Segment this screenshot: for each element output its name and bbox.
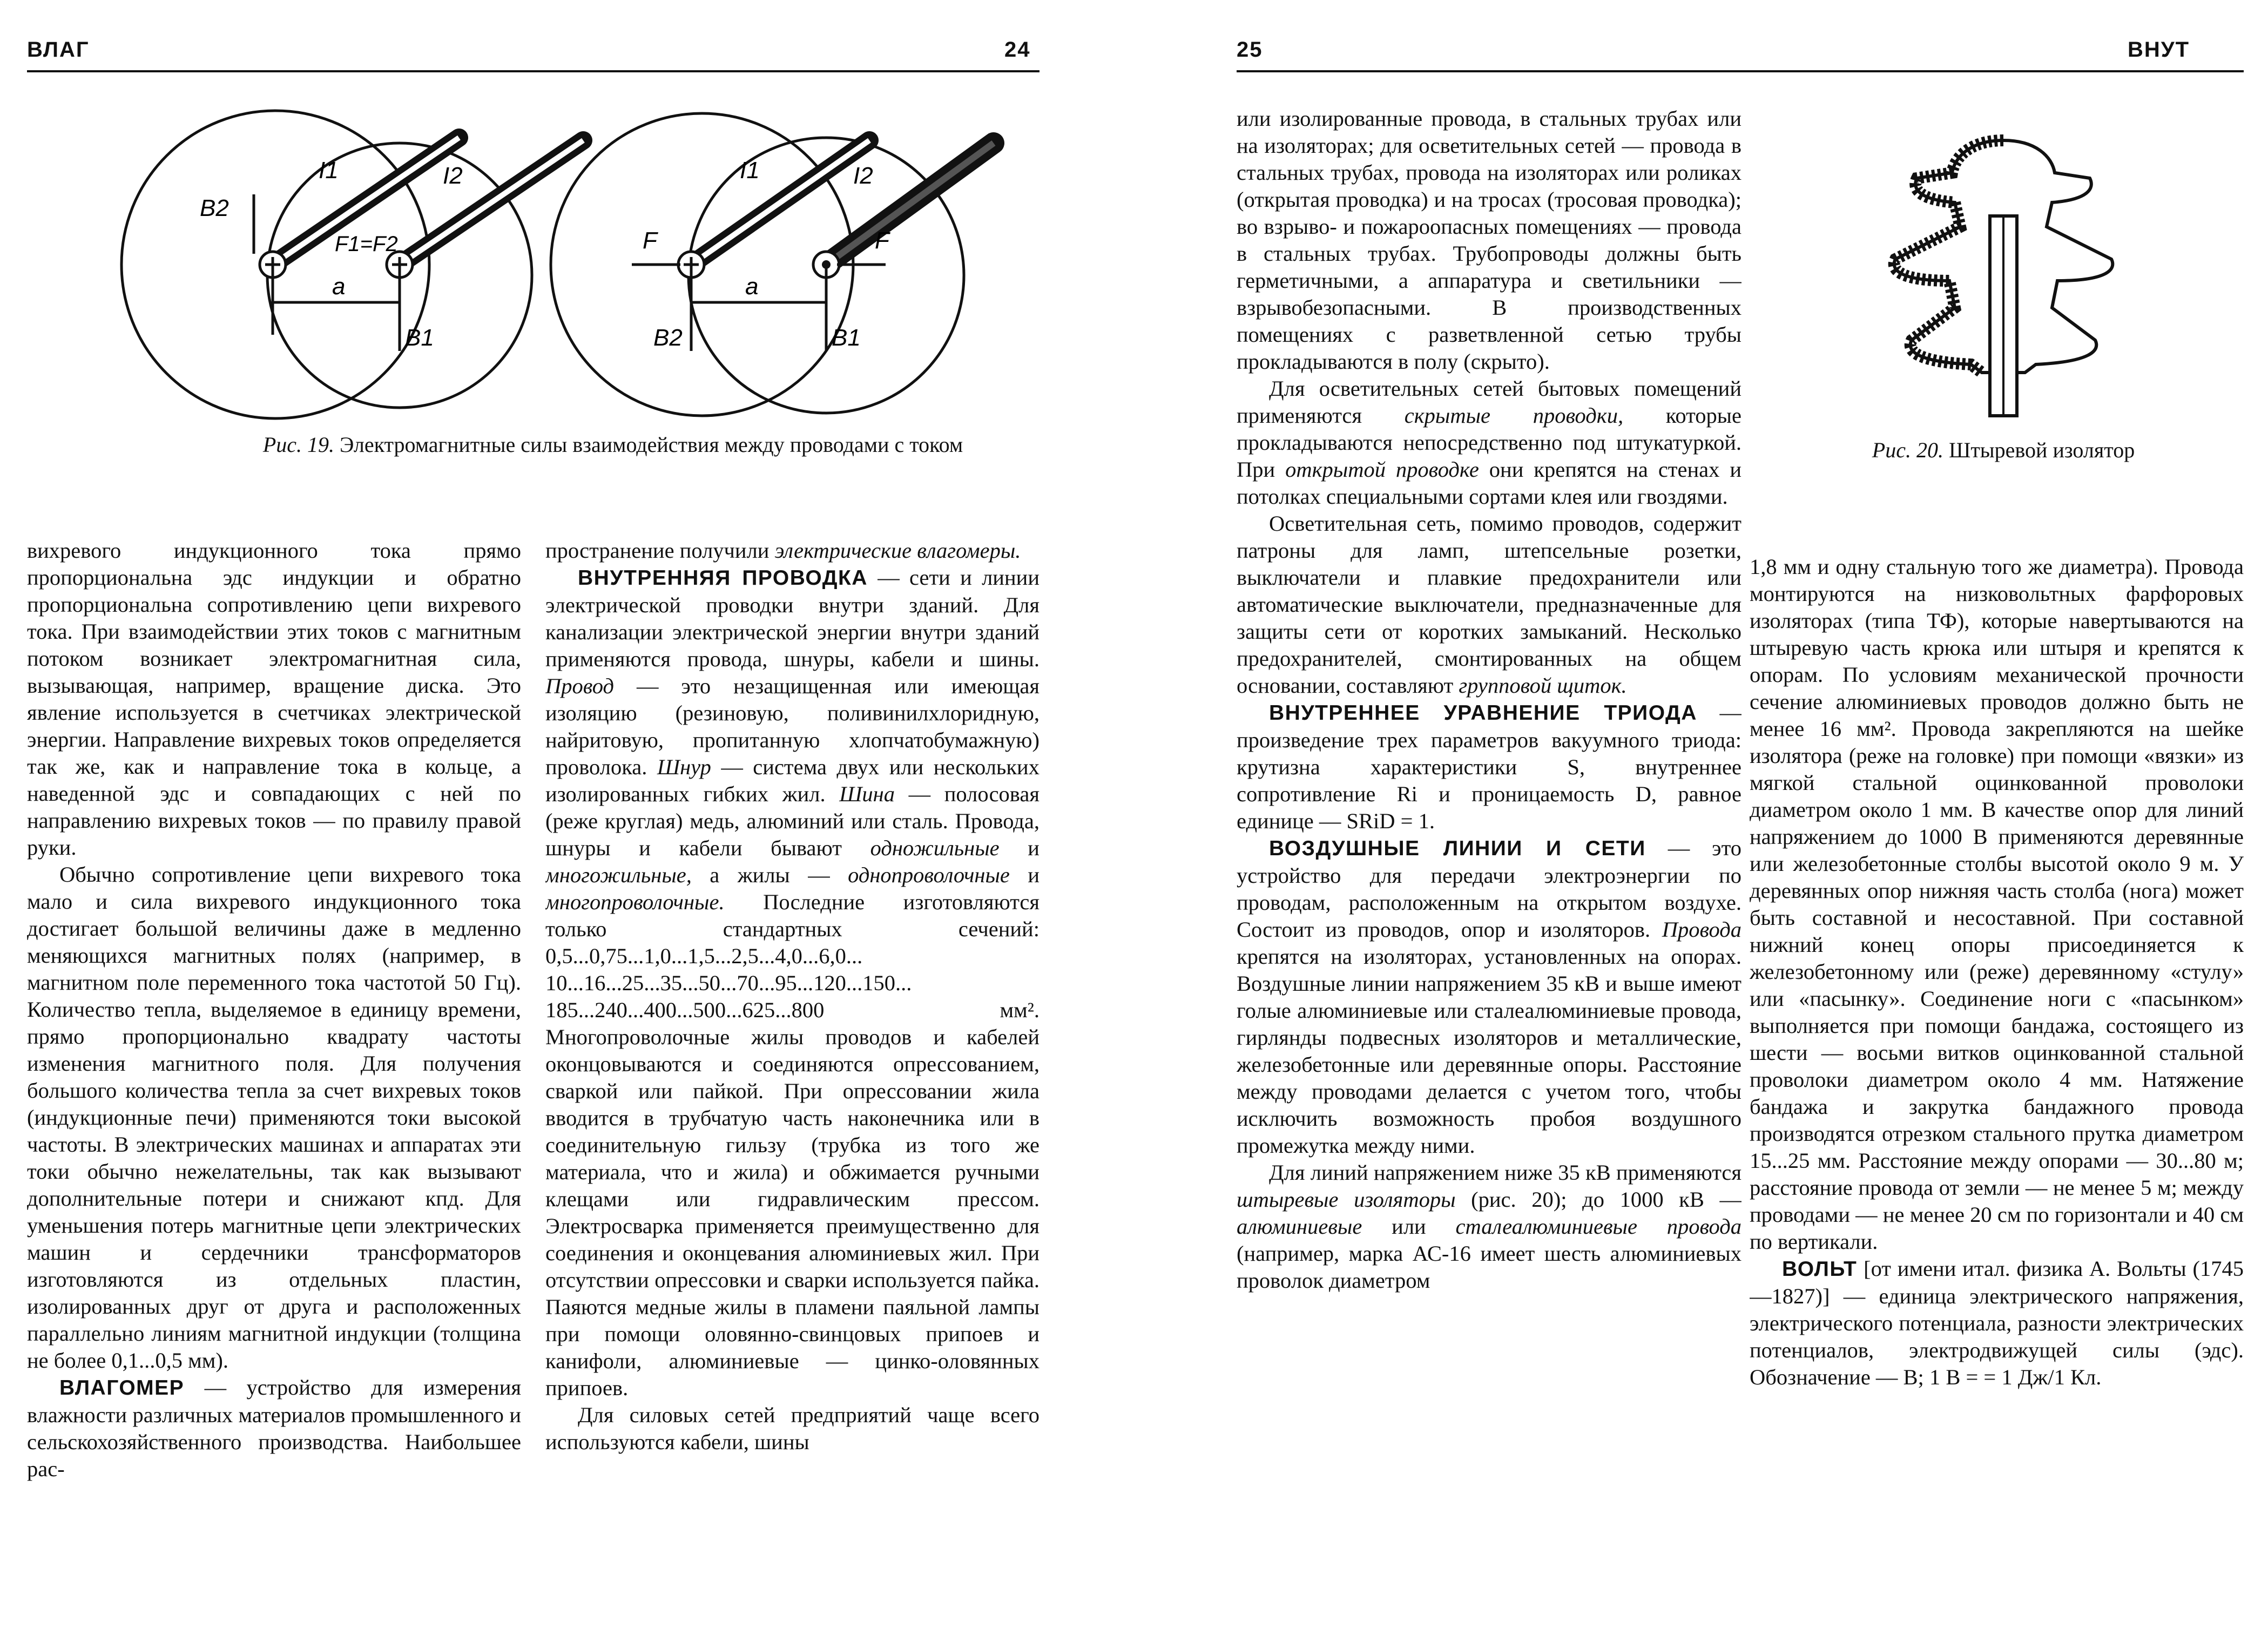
figure-19 xyxy=(119,103,1064,427)
left-column-2 xyxy=(545,537,1040,1606)
figure-20-caption xyxy=(1787,437,2219,463)
label-i1: I1 xyxy=(319,157,339,184)
term-vozdushnye-linii: ВОЗДУШНЫЕ ЛИНИИ И СЕТИ xyxy=(1269,837,1646,860)
label-f-right: F xyxy=(875,227,889,254)
paragraph: Обычно сопротивление цепи вихревого тока мало и сила вихревого индукционного тока достигает большой величины даже в медленно меняющихся магнитных полях (например, в магнитном поле переменного тока частотой 50 Гц). Количество тепла, выделяемое в единицу времени, прямо пропорционально квадрату частоты изменения магнитного поля. Для получения большого количества тепла за счет вихревых токов (индукционные печи) применяются токи высокой частоты. В электрических машинах и аппаратах эти токи обычно нежелательны, так как вызывают дополнительные потери и снижают кпд. Для уменьшения потерь магнитные цепи электрических машин и сердечники трансформаторов изготовляются из отдельных пластин, изолированных друг от друга и расположенных параллельно линиям магнитной индукции (толщина не более 0,1...0,5 мм). xyxy=(27,862,521,1373)
term-volt: ВОЛЬТ xyxy=(1782,1258,1858,1281)
figure-19-caption-prefix: Рис. 19. xyxy=(262,432,335,457)
paragraph: или изолированные провода, в стальных трубах или на изоляторах; для осветительных сетей — провода в стальных трубах, провода на изоляторах или роликах (открытая проводка) и на тросах (тросовая проводка); во взрыво- и пожароопасных помещениях — провода в стальных трубах. Трубопроводы должны быть герметичными, а аппаратура и светильники — взрывобезопасными. В производственных помещениях с разветвленной сетью трубы прокладываются в полу (скрыто). xyxy=(1237,106,1742,374)
term-vlagomer: ВЛАГОМЕР xyxy=(59,1376,185,1400)
right-column-2 xyxy=(1750,553,2244,1606)
left-column-1 xyxy=(27,537,521,1606)
right-page xyxy=(1134,0,2268,1636)
running-head-left: ВЛАГ xyxy=(27,38,90,62)
label-i2: I2 xyxy=(443,163,463,189)
entry-volt: ВОЛЬТ [от имени итал. физика А. Вольты (1745—1827)] — единица электрического напряжения, электрического потенциала, разности электрических потенциалов, электродвижущей силы (эдс). Обозначение — В; 1 В = = 1 Дж/1 Кл. xyxy=(1750,1256,2244,1389)
label-a-right: a xyxy=(745,273,759,300)
running-head-right: ВНУТ xyxy=(2128,38,2190,62)
header-rule-left xyxy=(27,70,1040,72)
term-vnutrennee-uravnenie: ВНУТРЕННЕЕ УРАВНЕНИЕ ТРИОДА xyxy=(1269,701,1697,725)
label-i1-right: I1 xyxy=(740,157,760,184)
label-a-left: a xyxy=(332,273,346,300)
right-column-1 xyxy=(1237,105,1742,1601)
figure-20-caption-prefix: Рис. 20. xyxy=(1872,438,1943,462)
page-number-left: 24 xyxy=(1004,38,1031,62)
label-b2-right: B2 xyxy=(653,325,683,351)
paragraph: Для линий напряжением ниже 35 кВ применяются штыревые изоляторы (рис. 20); до 1000 кВ — алюминиевые или сталеалюминиевые провода (например, марка АС-16 имеет шесть алюминиевых проволок диаметром xyxy=(1237,1160,1742,1293)
header-rule-right xyxy=(1237,70,2244,72)
paragraph: Для силовых сетей предприятий чаще всего используются кабели, шины xyxy=(545,1403,1040,1454)
page-number-right: 25 xyxy=(1237,38,1263,62)
paragraph: Для осветительных сетей бытовых помещений применяются скрытые проводки, которые прокладываются непосредственно под штукатуркой. При открытой проводке они крепятся на стенах и потолках специальными сортами клея или гвоздями. xyxy=(1237,376,1742,509)
label-f-left: F xyxy=(643,227,657,254)
label-b2: B2 xyxy=(200,195,229,221)
label-b1-right: B1 xyxy=(832,325,861,351)
paragraph: Осветительная сеть, помимо проводов, содержит патроны для ламп, штепсельные розетки, выключатели и плавкие предохранители или автоматические выключатели, предназначенные для защиты сети от коротких замыканий. Несколько предохранителей, смонтированных на общем основании, составляют групповой щиток. xyxy=(1237,511,1742,698)
figure-20-caption-text: Штыревой изолятор xyxy=(1948,438,2135,462)
figure-19-caption xyxy=(189,432,1037,458)
label-i2-right: I2 xyxy=(853,163,873,189)
paragraph: 1,8 мм и одну стальную того же диаметра). Провода монтируются на низковольтных фарфоровых изоляторах (типа ТФ), которые навертываются на штыревую часть крюка или штыря и крепятся к опорам. По условиям механической прочности сечение алюминиевых проводов должно быть не менее 16 мм². Провода закрепляются на шейке изолятора (реже на головке) при помощи «вязки» из мягкой стальной оцинкованной проволоки диаметром около 1 мм. В качестве опор для линий напряжением до 1000 В применяются деревянные или железобетонные столбы высотой около 9 м. У деревянных опор нижняя часть столба (нога) может быть составной и несоставной. При составной нижний конец опоры присоединяется к железобетонному или (реже) деревянному «стулу» или «пасынку». Соединение ноги с «пасынком» выполняется при помощи бандажа, состоящего из шести — восьми витков оцинкованной стальной проволоки диаметром около 4 мм. Натяжение бандажа и закрутка бандажного провода производятся отрезком стального прутка диаметром 15...25 мм. Расстояние между опорами — 30...80 м; расстояние провода от земли — не менее 5 м; между проводами — не менее 20 см по горизонтали и 40 см по вертикали. xyxy=(1750,555,2244,1254)
entry-vnutrennee-uravnenie: ВНУТРЕННЕЕ УРАВНЕНИЕ ТРИОДА — произведение трех параметров вакуумного триода: крутизна характеристики S, внутреннее сопротивление Ri и проницаемость D, равное единице — SRiD = 1. xyxy=(1237,700,1742,833)
label-f1f2: F1=F2 xyxy=(335,232,398,256)
label-b1: B1 xyxy=(405,325,434,351)
paragraph: пространение получили электрические влагомеры. xyxy=(545,538,1021,563)
entry-vnutrennyaya-provodka: ВНУТРЕННЯЯ ПРОВОДКА — сети и линии электрической проводки внутри зданий. Для канализации электрической энергии внутри зданий применяются провода, шнуры, кабели и шины. Провод — это незащищенная или имеющая изоляцию (резиновую, поливинилхлоридную, найритовую, пропитанную хлопчатобумажную) проволока. Шнур — система двух или нескольких изолированных гибких жил. Шина — полосовая (реже круглая) медь, алюминий или сталь. Провода, шнуры и кабели бывают одножильные и многожильные, а жилы — однопроволочные и многопроволочные. Последние изготовляются только стандартных сечений: 0,5...0,75...1,0...1,5...2,5...4,0...6,0... 10...16...25...35...50...70...95...120...150... 185...240...400...500...625...800 мм². Многопроволочные жилы проводов и кабелей оконцовываются и соединяются опрессованием, сваркой или пайкой. При опрессовании жила вводится в трубчатую часть наконечника или в соединительную гильзу (трубка из того же материала, что и жила) и обжимается ручными клещами или гидравлическим прессом. Электросварка применяется преимущественно для соединения и оконцевания алюминиевых жил. При отсутствии опрессовки и сварки используется пайка. Паяются медные жилы в пламени паяльной лампы при помощи оловянно-свинцовых припоев и канифоли, алюминиевые — цинко-оловянных припоев. xyxy=(545,565,1040,1400)
term-vnutrennyaya-provodka: ВНУТРЕННЯЯ ПРОВОДКА xyxy=(578,566,868,590)
entry-vozdushnye-linii: ВОЗДУШНЫЕ ЛИНИИ И СЕТИ — это устройство для передачи электроэнергии по проводам, расположенным на открытом воздухе. Состоит из проводов, опор и изоляторов. Провода крепятся на изоляторах, установленных на опорах. Воздушные линии напряжением 35 кВ и выше имеют голые алюминиевые или сталеалюминиевые провода, гирлянды подвесных изоляторов и металлические, железобетонные или деревянные опоры. Расстояние между проводами делается с учетом того, чтобы исключить возможность пробоя воздушного промежутка между ними. xyxy=(1237,836,1742,1158)
paragraph: вихревого индукционного тока прямо пропорциональна эдс индукции и обратно пропорциональна сопротивлению цепи вихревого тока. При взаимодействии этих токов с магнитным потоком возникает электромагнитная сила, вызывающая, например, вращение диска. Это явление используется в счетчиках электрической энергии. Направление вихревых токов определяется так же, как и направление тока в кольце, а наведенной эдс и совпадающих с ней по направлению вихревых токов — по правилу правой руки. xyxy=(27,538,521,860)
entry-vlagomer: ВЛАГОМЕР — устройство для измерения влажности различных материалов промышленного и сельскохозяйственного производства. Наибольшее рас- xyxy=(27,1375,521,1481)
figure-20-insulator xyxy=(1874,119,2133,421)
figure-19-caption-text: Электромагнитные силы взаимодействия между проводами с током xyxy=(340,432,963,457)
